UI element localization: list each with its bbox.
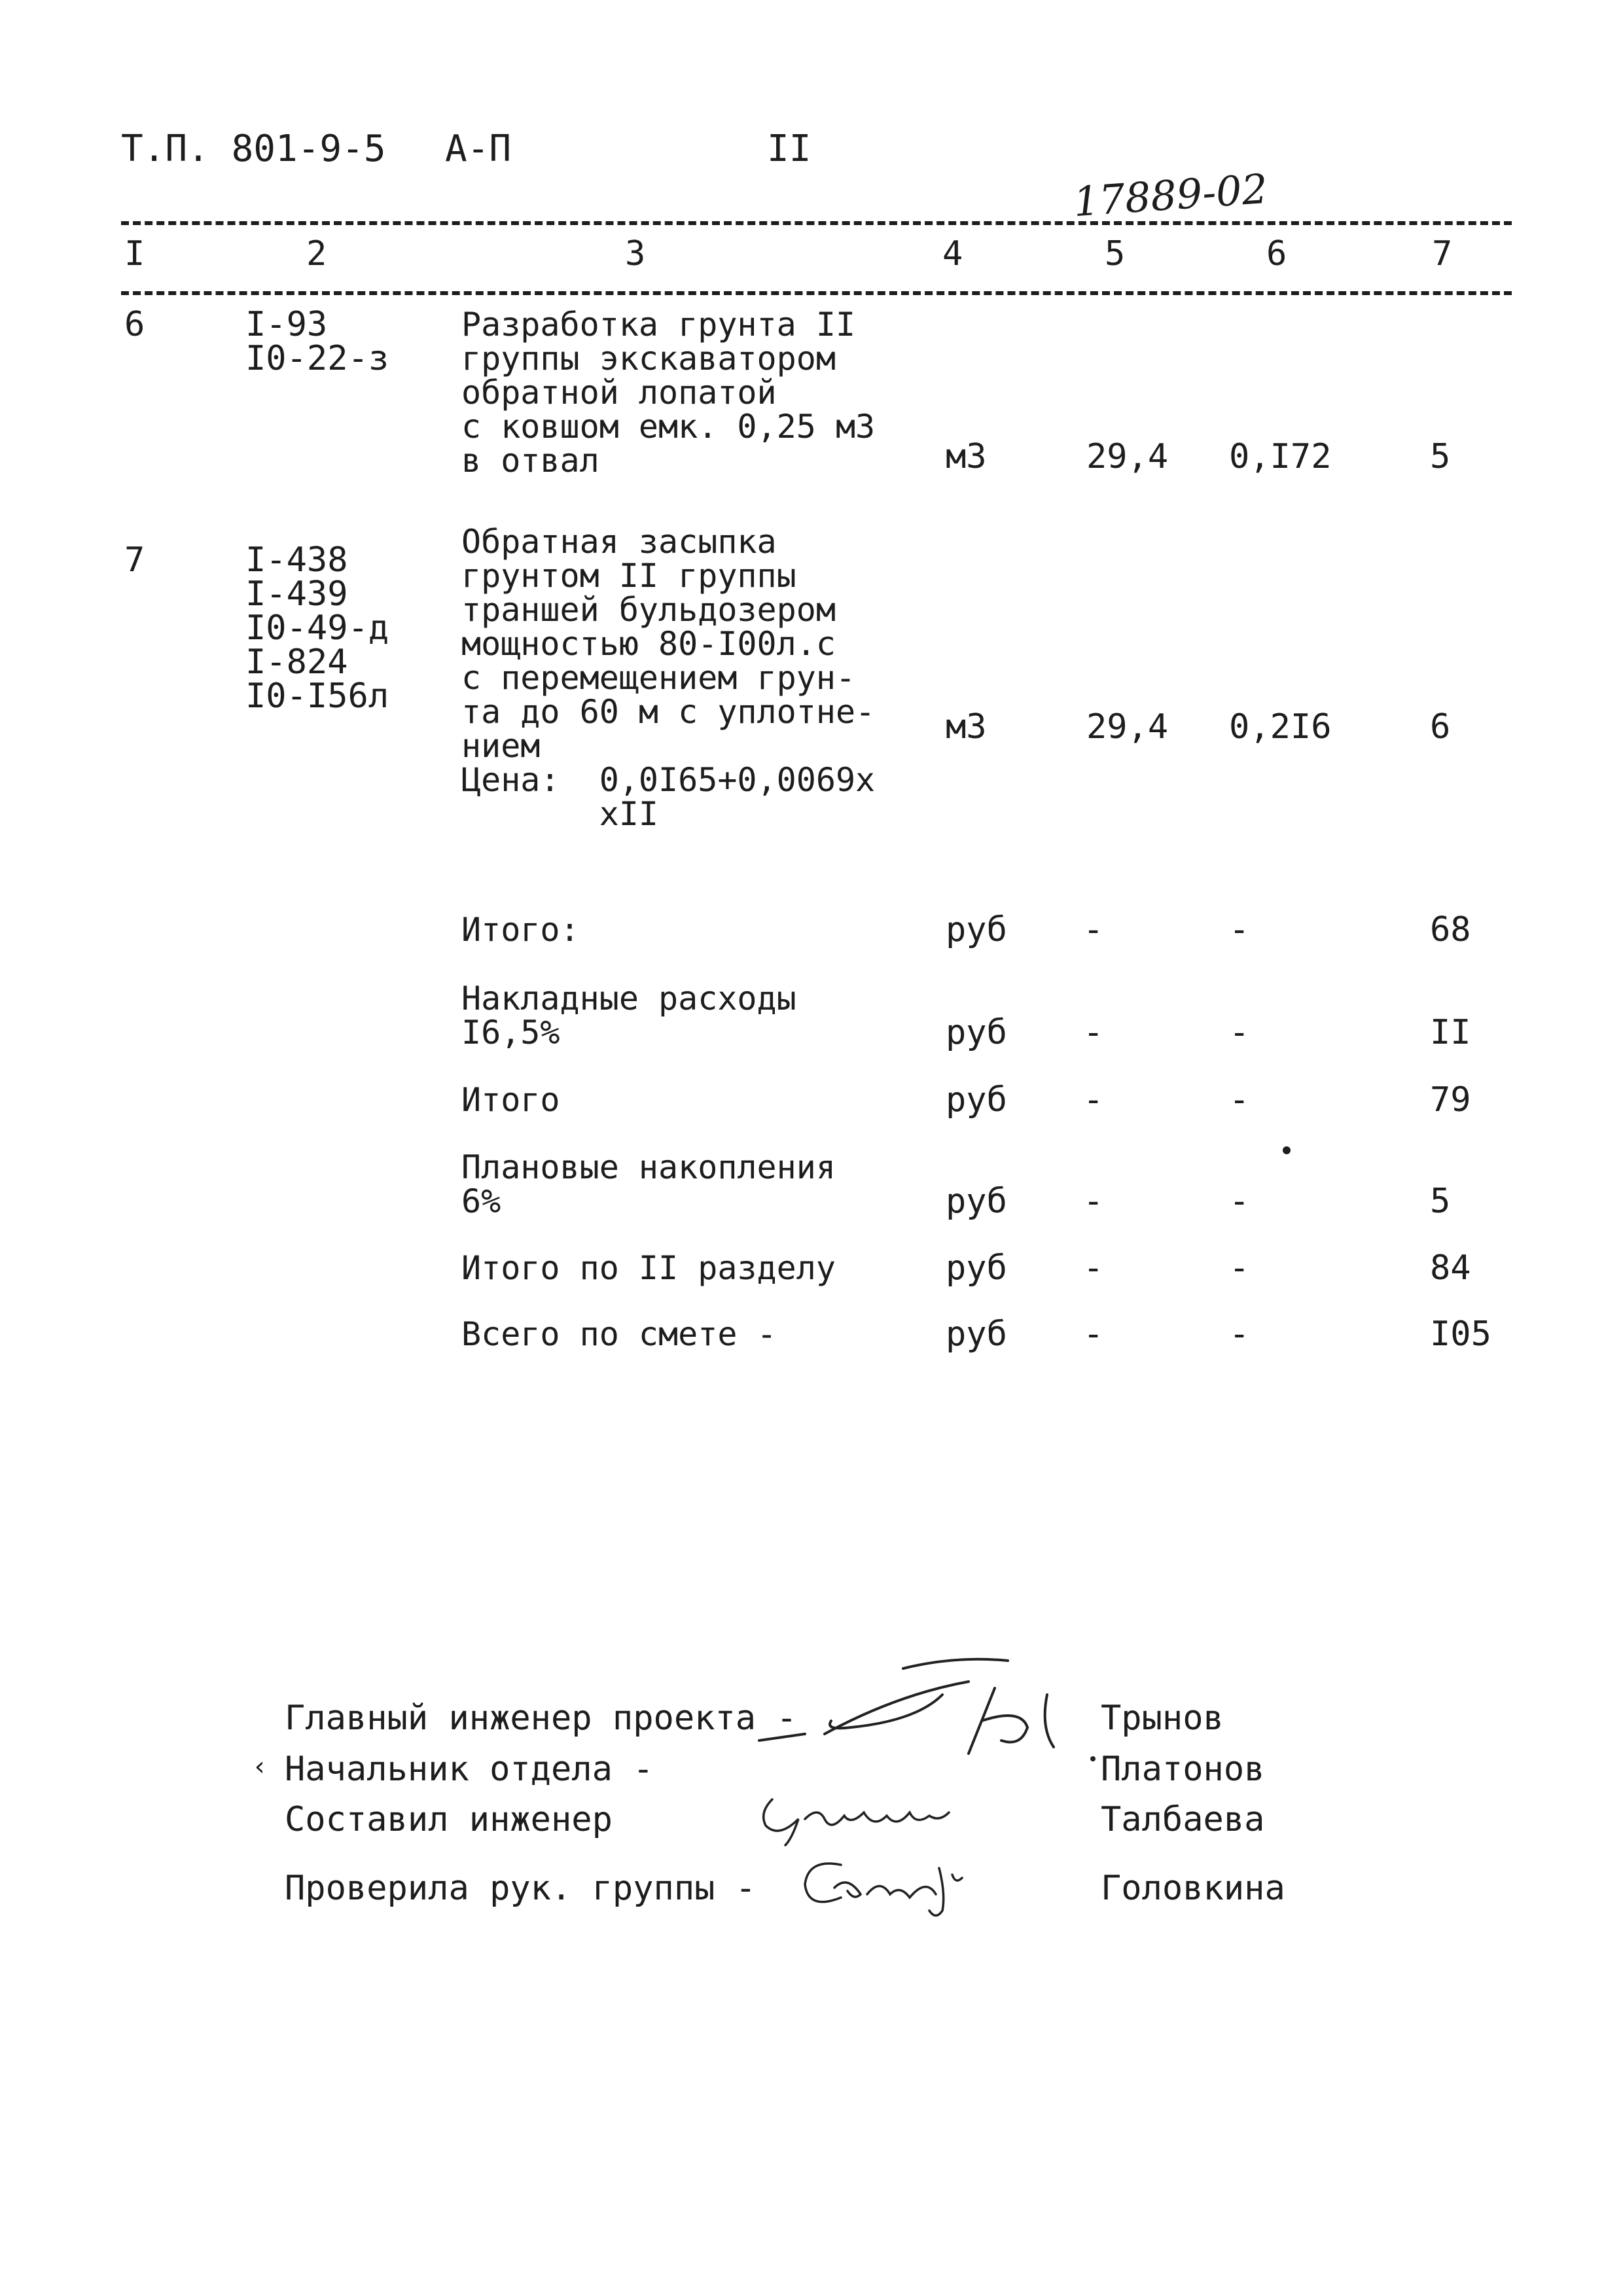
quantity: - — [1083, 910, 1104, 949]
unit: руб — [946, 1315, 1007, 1354]
unit: руб — [946, 1080, 1007, 1120]
unit-price: 0,2I6 — [1229, 707, 1332, 747]
unit: руб — [946, 1182, 1007, 1221]
work-description: Обратная засыпка грунтом II группы траншей бульдозером мощностью 80-I00л.с с перемещением грун- та до 60 м с уплотне- нием Цена: 0,0I65+0,0069x xII — [461, 523, 876, 833]
signature-name: Платонов — [1101, 1750, 1265, 1789]
column-header-6: 6 — [1266, 234, 1287, 274]
norm-codes: I-438 I-439 I0-49-д I-824 I0-I56л — [245, 540, 389, 716]
inventory-number: 17889-02 — [1071, 164, 1270, 226]
stray-mark — [1283, 1146, 1291, 1154]
signature-role: Проверила рук. группы - — [285, 1869, 757, 1908]
total: II — [1430, 1013, 1471, 1052]
work-description: Разработка грунта II группы экскаватором обратной лопатой с ковшом емк. 0,25 м3 в отвал — [461, 306, 876, 480]
column-header-5: 5 — [1105, 234, 1126, 274]
summary-label: Плановые накопления 6% — [461, 1148, 836, 1220]
column-header-4: 4 — [942, 234, 963, 274]
quantity: - — [1083, 1315, 1104, 1354]
summary-label: Итого по II разделу — [461, 1249, 836, 1287]
summary-label: Итого — [461, 1081, 560, 1119]
quantity: - — [1083, 1080, 1104, 1120]
total: 5 — [1430, 437, 1451, 476]
quantity: - — [1083, 1248, 1104, 1288]
total: 6 — [1430, 707, 1451, 747]
unit: руб — [946, 1013, 1007, 1052]
unit-price: - — [1229, 1182, 1250, 1221]
summary-label: Итого: — [461, 911, 580, 949]
norm-codes: I-93 I0-22-з — [245, 305, 389, 378]
row-number: 6 — [124, 305, 145, 344]
total: 5 — [1430, 1182, 1451, 1221]
column-header-7: 7 — [1432, 234, 1453, 274]
header-rule-top — [121, 221, 1512, 225]
page-number: II — [767, 128, 812, 170]
signature-role: Составил инженер — [285, 1800, 613, 1839]
unit: м3 — [946, 437, 987, 476]
column-header-2: 2 — [306, 234, 327, 274]
header-rule-bottom — [121, 291, 1512, 295]
unit-price: 0,I72 — [1229, 437, 1332, 476]
total: 79 — [1430, 1080, 1471, 1120]
quantity: 29,4 — [1086, 437, 1169, 476]
quantity: 29,4 — [1086, 707, 1169, 747]
signature-name: Головкина — [1101, 1869, 1285, 1908]
unit-price: - — [1229, 1248, 1250, 1288]
total: 68 — [1430, 910, 1471, 949]
signature-role: Главный инженер проекта - — [285, 1699, 797, 1738]
handwritten-signature-chief-engineer — [746, 1649, 1113, 1780]
column-header-1: I — [124, 234, 145, 274]
signature-name: Талбаева — [1101, 1800, 1265, 1839]
column-header-3: 3 — [625, 234, 646, 274]
quantity: - — [1083, 1182, 1104, 1221]
summary-label: Всего по смете - — [461, 1315, 777, 1353]
tick-mark: ‹ — [252, 1752, 268, 1782]
unit-price: - — [1229, 1013, 1250, 1052]
document-code: Т.П. 801-9-5 — [121, 128, 386, 170]
unit: руб — [946, 1248, 1007, 1288]
summary-label: Накладные расходы I6,5% — [461, 980, 796, 1051]
unit-price: - — [1229, 1080, 1250, 1120]
row-number: 7 — [124, 540, 145, 580]
unit: руб — [946, 910, 1007, 949]
unit-price: - — [1229, 910, 1250, 949]
album-code: А-П — [445, 128, 512, 170]
quantity: - — [1083, 1013, 1104, 1052]
handwritten-signature-group-head — [795, 1848, 991, 1920]
total: 84 — [1430, 1248, 1471, 1288]
handwritten-signature-compiler — [753, 1780, 969, 1852]
signature-role: Начальник отдела - — [285, 1750, 654, 1789]
signature-name: Трынов — [1101, 1699, 1224, 1738]
total: I05 — [1430, 1315, 1491, 1354]
unit: м3 — [946, 707, 987, 747]
unit-price: - — [1229, 1315, 1250, 1354]
